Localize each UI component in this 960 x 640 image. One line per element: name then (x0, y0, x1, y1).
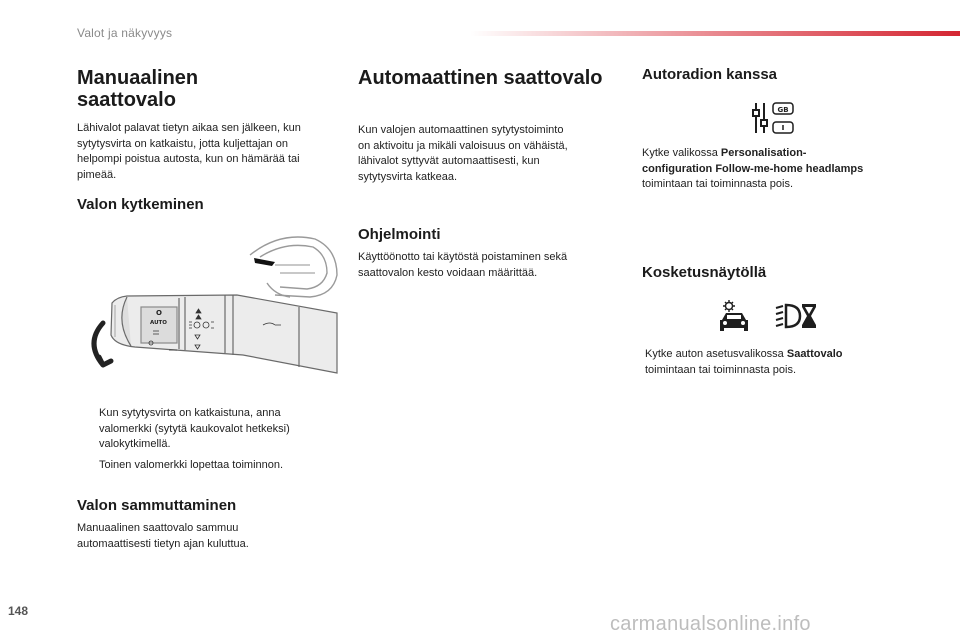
radio-settings-icon (752, 100, 796, 136)
bullet1-line: valokytkimellä. (99, 438, 171, 450)
programming-line: Käyttöönotto tai käytöstä poistaminen sekä (358, 251, 568, 263)
bullet2-text: Toinen valomerkki lopettaa toiminnon. (99, 459, 284, 471)
switch-off-heading: Valon sammuttaminen (77, 497, 237, 514)
manual-intro-line: sytytysvirta on katkaistu, jotta kuljettajan on (77, 137, 288, 150)
radio-instruction-post: toimintaan tai toiminnasta pois. (642, 178, 794, 190)
bullet1-line: valomerkki (sytytä kaukovalot hetkeksi) (99, 422, 290, 435)
manual-intro-line: pimeää. (77, 168, 117, 181)
header-accent-line (470, 31, 960, 36)
steering-wheel-icon (250, 237, 337, 297)
switch-off-line: automaattisesti tietyn ajan kuluttua. (77, 537, 249, 550)
radio-heading: Autoradion kanssa (642, 66, 778, 83)
manual-intro-text (77, 121, 347, 183)
radio-instruction-pre: Kytke valikossa (642, 147, 721, 159)
watermark: carmanualsonline.info (610, 613, 811, 635)
bullet1-line: Kun sytytysvirta on katkaistuna, anna (99, 407, 281, 419)
touchscreen-heading: Kosketusnäytöllä (642, 264, 767, 281)
bullet-item-2 (77, 458, 347, 474)
programming-text (358, 250, 628, 281)
stalk-body (111, 295, 337, 373)
pull-direction-arrow-icon (94, 323, 111, 365)
manual-intro-line: Lähivalot palavat tietyn aikaa sen jälkeen, kun (77, 122, 301, 134)
stalk-o-label: O (156, 309, 162, 317)
stalk-auto-label: AUTO (150, 320, 167, 326)
automatic-guide-title: Automaattinen saattovalo (358, 67, 603, 89)
automatic-line: on aktivoitu ja mikäli valoisuus on vähäistä, (358, 139, 568, 152)
car-settings-icon (716, 298, 752, 334)
radio-menu-path-1: Personalisation- (720, 147, 807, 159)
touch-instruction-pre: Kytke auton asetusvalikossa (645, 348, 787, 360)
touchscreen-instruction (645, 347, 925, 378)
switch-on-heading: Valon kytkeminen (77, 196, 204, 213)
follow-me-home-light-icon (774, 300, 818, 334)
manual-guide-title-line2: saattovalo (77, 89, 176, 111)
automatic-line: Kun valojen automaattinen sytytystoiminto (358, 124, 564, 136)
manual-intro-line: helpompi poistua autosta, kun on hämärää tai (77, 153, 300, 165)
lever-pointer-icon (254, 258, 275, 266)
touch-menu-path: Saattovalo (786, 348, 843, 360)
manual-guide-title-line1: Manuaalinen (77, 67, 199, 89)
radio-language-badge: GB (777, 106, 789, 114)
automatic-text (358, 123, 628, 185)
radio-instruction (642, 146, 922, 193)
radio-menu-path-2: configuration Follow-me-home headlamps (642, 162, 864, 175)
page-number: 148 (8, 604, 29, 618)
manual-guide-title (77, 67, 198, 111)
touch-instruction-post: toimintaan tai toiminnasta pois. (645, 363, 797, 376)
programming-line: saattovalon kesto voidaan määrittää. (358, 266, 538, 279)
automatic-line: sytytysvirta katkeaa. (358, 170, 458, 183)
light-stalk-illustration (75, 225, 340, 380)
programming-heading: Ohjelmointi (358, 226, 441, 243)
switch-off-line: Manuaalinen saattovalo sammuu (77, 522, 239, 534)
section-header: Valot ja näkyvyys (77, 26, 173, 40)
automatic-line: lähivalot syttyvät automaattisesti, kun (358, 155, 540, 167)
switch-off-text (77, 521, 347, 552)
bullet-item-1 (77, 406, 347, 453)
